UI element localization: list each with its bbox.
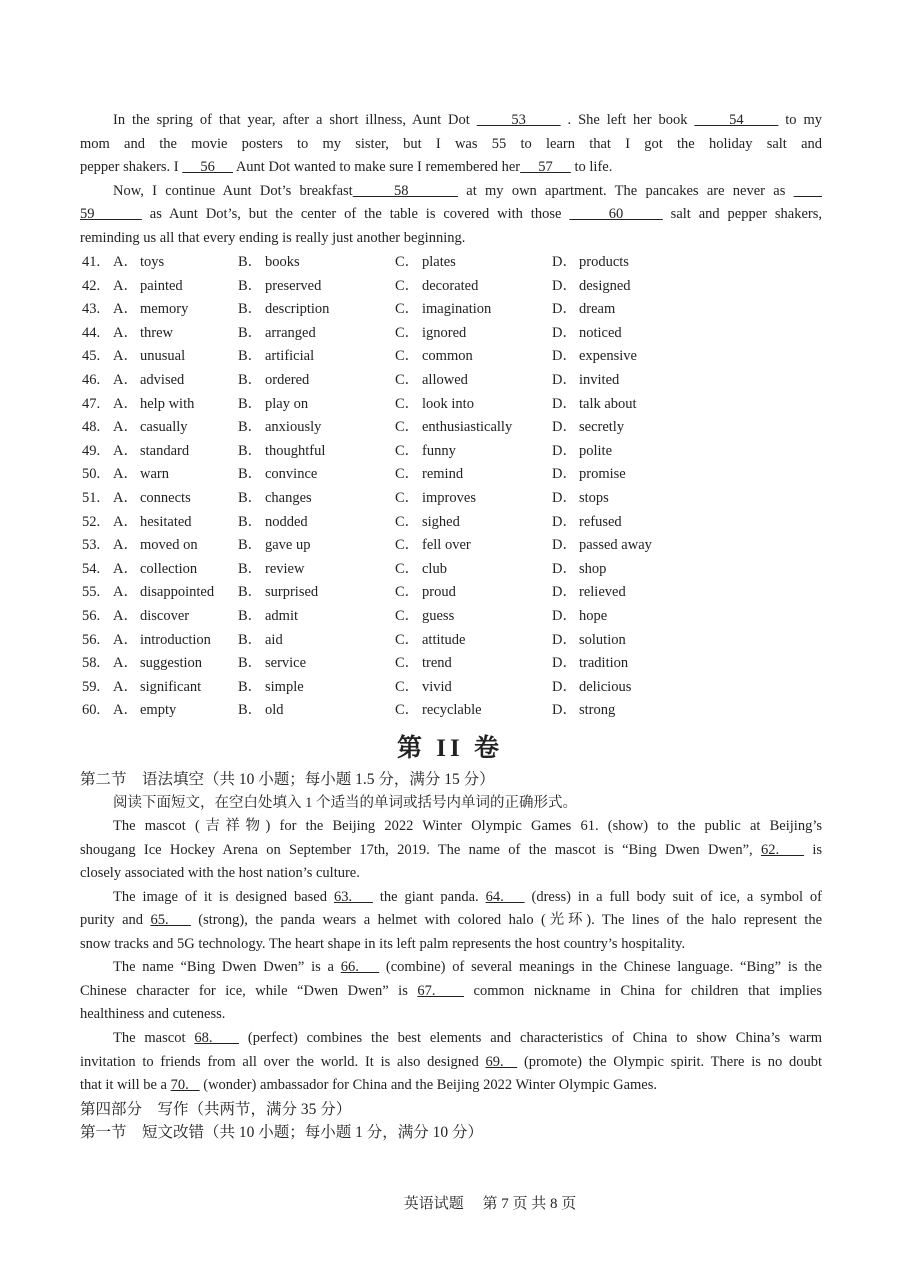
option-letter: D． (552, 254, 577, 270)
option-b-text: preserved (265, 277, 322, 294)
option-letter: C． (395, 442, 420, 459)
option-letter: B． (238, 584, 263, 601)
answer-blank: 65. (150, 912, 191, 929)
option-letter: A． (113, 348, 138, 365)
option-d-text: refused (579, 513, 622, 530)
text-line (80, 133, 822, 157)
option-d-text: noticed (579, 324, 622, 341)
option-letter: D． (552, 395, 577, 412)
option-letter: C． (395, 419, 420, 436)
option-b-text: review (265, 560, 305, 577)
option-letter: A． (113, 513, 138, 530)
option-letter: B． (238, 301, 263, 318)
option-letter: A． (113, 254, 138, 270)
option-letter: C． (395, 301, 420, 318)
option-letter: D． (552, 277, 577, 294)
option-letter: C． (395, 631, 420, 648)
answer-blank: 64. (485, 888, 525, 905)
option-b-text: old (265, 702, 284, 719)
option-b-text: anxiously (265, 419, 322, 436)
question-number: 59. (82, 678, 101, 695)
option-letter: B． (238, 537, 263, 554)
option-a-text: painted (140, 277, 183, 294)
option-c-text: fell over (422, 537, 471, 554)
option-row (80, 298, 820, 322)
question-number: 41. (82, 254, 101, 270)
text-segment: invitation to friends from all over the world. It is also designed (80, 1053, 486, 1070)
option-letter: C． (395, 254, 420, 270)
option-c-text: trend (422, 655, 452, 672)
option-letter: B． (238, 607, 263, 624)
text-segment: The name “Bing Dwen Dwen” is a (113, 959, 341, 976)
option-letter: A． (113, 301, 138, 318)
option-a-text: casually (140, 419, 188, 436)
option-letter: B． (238, 655, 263, 672)
option-row (80, 440, 820, 464)
question-number: 45. (82, 348, 101, 365)
text-segment: (strong), the panda wears a helmet with colored halo (光环). The lines of the halo represent the (190, 912, 822, 929)
grammar-section (80, 768, 822, 1145)
option-letter: B． (238, 348, 263, 365)
question-number: 46. (82, 371, 101, 388)
option-d-text: expensive (579, 348, 637, 365)
option-letter: C． (395, 466, 420, 483)
option-letter: A． (113, 678, 138, 695)
text-line (80, 815, 822, 839)
option-letter: D． (552, 537, 577, 554)
option-letter: B． (238, 254, 263, 270)
option-letter: B． (238, 371, 263, 388)
option-b-text: ordered (265, 371, 310, 388)
option-a-text: hesitated (140, 513, 192, 530)
text-segment: healthiness and cuteness. (80, 1006, 226, 1023)
answer-blank: 67. (417, 982, 465, 999)
option-letter: C． (395, 489, 420, 506)
question-number: 55. (82, 584, 101, 601)
answer-blank: 70. (170, 1077, 200, 1094)
question-number: 60. (82, 702, 101, 719)
text-line (80, 886, 822, 910)
text-segment: 55 (491, 135, 521, 152)
option-a-text: help with (140, 395, 195, 412)
question-number: 42. (82, 277, 101, 294)
option-a-text: collection (140, 560, 198, 577)
option-d-text: solution (579, 631, 626, 648)
option-row (80, 652, 820, 676)
answer-blank: 56 (182, 159, 234, 176)
option-a-text: toys (140, 254, 165, 270)
option-a-text: standard (140, 442, 190, 459)
cloze-passage (80, 109, 822, 250)
text-segment: 第四部分 写作（共两节，满分 35 分） (80, 1100, 352, 1118)
option-b-text: service (265, 655, 307, 672)
option-letter: D． (552, 466, 577, 483)
option-d-text: tradition (579, 655, 629, 672)
option-letter: D． (552, 489, 577, 506)
option-letter: D． (552, 584, 577, 601)
option-d-text: dream (579, 301, 616, 318)
option-letter: B． (238, 702, 263, 719)
text-line (80, 933, 822, 957)
option-c-text: vivid (422, 678, 452, 695)
part-title: 第 II 卷 (397, 735, 503, 762)
option-a-text: introduction (140, 631, 211, 648)
text-line (80, 1098, 822, 1122)
option-row (80, 511, 820, 535)
text-segment: Chinese character for ice, while “Dwen Dwen” is (80, 982, 418, 999)
option-row (80, 558, 820, 582)
option-d-text: hope (579, 607, 608, 624)
option-letter: B． (238, 678, 263, 695)
option-letter: A． (113, 466, 138, 483)
answer-blank: 60 (569, 206, 663, 223)
option-row (80, 369, 820, 393)
question-number: 51. (82, 489, 101, 506)
text-segment: The mascot (113, 1030, 195, 1047)
option-letter: B． (238, 419, 263, 436)
option-a-text: moved on (140, 537, 198, 554)
option-letter: B． (238, 442, 263, 459)
option-c-text: club (422, 560, 447, 577)
option-c-text: common (422, 348, 473, 365)
option-letter: A． (113, 371, 138, 388)
text-line (80, 1003, 822, 1027)
option-letter: C． (395, 655, 420, 672)
option-letter: A． (113, 631, 138, 648)
option-a-text: unusual (140, 348, 186, 365)
text-line (80, 839, 822, 863)
option-a-text: memory (140, 301, 189, 318)
option-letter: D． (552, 513, 577, 530)
option-row (80, 534, 820, 558)
option-letter: B． (238, 560, 263, 577)
text-segment: 第二节 语法填空（共 10 小题；每小题 1.5 分，满分 15 分） (80, 771, 495, 788)
option-b-text: nodded (265, 513, 308, 530)
option-letter: C． (395, 678, 420, 695)
text-line (80, 227, 822, 251)
option-letter: D． (552, 631, 577, 648)
option-a-text: disappointed (140, 584, 215, 601)
option-d-text: stops (579, 489, 609, 506)
option-c-text: allowed (422, 371, 468, 388)
option-letter: C． (395, 537, 420, 554)
option-b-text: surprised (265, 584, 319, 601)
text-segment: In the spring of that year, after a short illness, Aunt Dot (113, 112, 477, 128)
option-row (80, 699, 820, 723)
question-number: 58. (82, 655, 101, 672)
option-letter: C． (395, 324, 420, 341)
question-number: 50. (82, 466, 101, 483)
option-a-text: empty (140, 702, 177, 719)
answer-blank: 54 (694, 112, 779, 128)
answer-blank: 66. (340, 959, 380, 976)
option-row (80, 676, 820, 700)
option-c-text: look into (422, 395, 474, 412)
option-letter: C． (395, 584, 420, 601)
answer-blank: 59 (80, 206, 142, 223)
option-a-text: connects (140, 489, 191, 506)
option-c-text: decorated (422, 277, 479, 294)
text-line (80, 109, 822, 133)
question-number: 53. (82, 537, 101, 554)
text-line (80, 1074, 822, 1098)
option-b-text: thoughtful (265, 442, 326, 459)
option-letter: D． (552, 301, 577, 318)
option-d-text: promise (579, 466, 626, 483)
text-segment: (wonder) ambassador for China and the Beijing 2022 Winter Olympic Games. (199, 1077, 658, 1094)
option-b-text: convince (265, 466, 318, 483)
text-segment: 第一节 短文改错（共 10 小题；每小题 1 分，满分 10 分） (80, 1124, 484, 1142)
option-c-text: improves (422, 489, 476, 506)
answer-blank: 68. (194, 1030, 240, 1047)
text-line (80, 980, 822, 1004)
option-letter: C． (395, 348, 420, 365)
option-d-text: relieved (579, 584, 626, 601)
option-letter: C． (395, 607, 420, 624)
option-b-text: description (265, 301, 330, 318)
text-segment: Aunt Dot wanted to make sure I remembered her (233, 159, 521, 176)
option-c-text: guess (422, 607, 455, 624)
option-letter: D． (552, 560, 577, 577)
option-a-text: warn (140, 466, 169, 483)
cloze-options-list (80, 251, 820, 723)
option-letter: D． (552, 607, 577, 624)
text-segment: salt and pepper shakers, (662, 206, 822, 223)
option-letter: A． (113, 607, 138, 624)
option-letter: C． (395, 395, 420, 412)
option-letter: A． (113, 584, 138, 601)
option-a-text: suggestion (140, 655, 203, 672)
question-number: 54. (82, 560, 101, 577)
option-letter: A． (113, 324, 138, 341)
text-segment: to learn that I got the holiday salt and (520, 135, 822, 152)
option-c-text: proud (422, 584, 456, 601)
text-segment: to my (778, 112, 822, 128)
text-line (80, 862, 822, 886)
option-letter: A． (113, 560, 138, 577)
option-b-text: arranged (265, 324, 316, 341)
text-segment: . She left her book (560, 112, 695, 128)
text-segment: snow tracks and 5G technology. The heart shape in its left palm represents the host country’s hospitality. (80, 935, 686, 952)
option-row (80, 275, 820, 299)
option-c-text: funny (422, 442, 456, 459)
answer-blank (794, 183, 822, 199)
option-a-text: discover (140, 607, 190, 624)
page-footer: 英语试题 第 7 页 共 8 页 (403, 1196, 577, 1212)
option-d-text: designed (579, 277, 631, 294)
option-letter: B． (238, 466, 263, 483)
option-letter: D． (552, 348, 577, 365)
text-segment: (dress) in a full body suit of ice, a symbol of (524, 888, 822, 905)
text-line (80, 768, 822, 792)
option-a-text: significant (140, 678, 202, 695)
question-number: 56. (82, 607, 101, 624)
text-segment: (combine) of several meanings in the Chinese language. “Bing” is the (379, 959, 822, 976)
option-c-text: recyclable (422, 702, 482, 719)
option-row (80, 393, 820, 417)
option-letter: D． (552, 371, 577, 388)
option-d-text: polite (579, 442, 613, 459)
question-number: 56. (82, 631, 101, 648)
option-letter: A． (113, 702, 138, 719)
option-b-text: artificial (265, 348, 315, 365)
text-line (80, 1121, 822, 1145)
option-c-text: attitude (422, 631, 466, 648)
option-letter: D． (552, 324, 577, 341)
text-segment: purity and (80, 912, 151, 929)
answer-blank: 63. (333, 888, 373, 905)
option-a-text: advised (140, 371, 185, 388)
text-line (80, 156, 822, 180)
option-letter: C． (395, 371, 420, 388)
option-row (80, 251, 820, 275)
text-segment: The mascot (吉祥物) for the Beijing 2022 Winter Olympic Games 61. (show) to the public at Beijing’s (113, 818, 822, 835)
question-number: 44. (82, 324, 101, 341)
option-row (80, 605, 820, 629)
option-row (80, 581, 820, 605)
question-number: 49. (82, 442, 101, 459)
option-d-text: secretly (579, 419, 625, 436)
option-b-text: play on (265, 395, 309, 412)
option-d-text: talk about (579, 395, 637, 412)
text-segment: reminding us all that every ending is really just another beginning. (80, 229, 466, 246)
text-segment: at my own apartment. The pancakes are never as (458, 182, 794, 199)
text-segment: that it will be a (80, 1077, 171, 1094)
option-c-text: imagination (422, 301, 492, 318)
option-row (80, 416, 820, 440)
option-b-text: books (265, 254, 300, 270)
option-c-text: remind (422, 466, 464, 483)
text-segment: to life. (570, 159, 613, 176)
option-letter: D． (552, 442, 577, 459)
text-segment: is (804, 841, 822, 858)
option-c-text: ignored (422, 324, 467, 341)
option-letter: B． (238, 324, 263, 341)
option-letter: B． (238, 513, 263, 530)
text-segment: 阅读下面短文，在空白处填入 1 个适当的单词或括号内单词的正确形式。 (113, 794, 577, 811)
option-letter: D． (552, 702, 577, 719)
option-b-text: changes (265, 489, 312, 506)
option-d-text: invited (579, 371, 620, 388)
option-letter: A． (113, 489, 138, 506)
option-d-text: shop (579, 560, 607, 577)
text-segment: (promote) the Olympic spirit. There is no doubt (517, 1053, 822, 1070)
option-b-text: aid (265, 631, 283, 648)
option-d-text: strong (579, 702, 616, 719)
option-c-text: plates (422, 254, 456, 270)
option-letter: A． (113, 442, 138, 459)
option-letter: A． (113, 395, 138, 412)
question-number: 48. (82, 419, 101, 436)
answer-blank: 57 (520, 159, 571, 176)
option-row (80, 345, 820, 369)
question-number: 47. (82, 395, 101, 412)
option-letter: C． (395, 277, 420, 294)
option-letter: A． (113, 655, 138, 672)
text-segment: as Aunt Dot’s, but the center of the table is covered with those (141, 206, 570, 223)
text-segment: Now, I continue Aunt Dot’s breakfast (113, 182, 353, 199)
option-b-text: admit (265, 607, 299, 624)
text-segment: closely associated with the host nation’s culture. (80, 865, 360, 882)
text-segment: common nickname in China for children that implies (464, 982, 822, 999)
option-d-text: delicious (579, 678, 632, 695)
text-line (80, 1051, 822, 1075)
option-row (80, 463, 820, 487)
option-a-text: threw (140, 324, 174, 341)
text-segment: the giant panda. (372, 888, 486, 905)
option-c-text: sighed (422, 513, 460, 530)
answer-blank: 62. (760, 841, 805, 858)
option-letter: B． (238, 395, 263, 412)
answer-blank: 69. (485, 1053, 518, 1070)
option-letter: A． (113, 537, 138, 554)
answer-blank: 53 (476, 112, 561, 128)
text-segment: pepper shakers. I (80, 159, 183, 176)
option-letter: B． (238, 277, 263, 294)
text-line (80, 180, 822, 204)
option-letter: B． (238, 631, 263, 648)
text-segment: The image of it is designed based (113, 888, 334, 905)
text-line (80, 909, 822, 933)
text-line (80, 792, 822, 816)
text-segment: shougang Ice Hockey Arena on September 17th, 2019. The name of the mascot is “Bing Dwen Dwen”, (80, 841, 761, 858)
option-row (80, 322, 820, 346)
option-c-text: enthusiastically (422, 419, 513, 436)
question-number: 43. (82, 301, 101, 318)
option-d-text: passed away (579, 537, 652, 554)
option-letter: C． (395, 513, 420, 530)
text-segment: (perfect) combines the best elements and characteristics of China to show China’s warm (239, 1030, 822, 1047)
option-letter: B． (238, 489, 263, 506)
option-letter: A． (113, 419, 138, 436)
option-letter: C． (395, 560, 420, 577)
question-number: 52. (82, 513, 101, 530)
option-letter: C． (395, 702, 420, 719)
text-line (80, 956, 822, 980)
option-b-text: simple (265, 678, 304, 695)
option-letter: A． (113, 277, 138, 294)
answer-blank: 58 (352, 182, 459, 199)
option-row (80, 629, 820, 653)
option-letter: D． (552, 655, 577, 672)
option-d-text: products (579, 254, 629, 270)
text-line (80, 1027, 822, 1051)
option-letter: D． (552, 419, 577, 436)
option-letter: D． (552, 678, 577, 695)
text-segment: mom and the movie posters to my sister, but I was (80, 135, 492, 152)
text-line (80, 203, 822, 227)
option-b-text: gave up (265, 537, 311, 554)
option-row (80, 487, 820, 511)
